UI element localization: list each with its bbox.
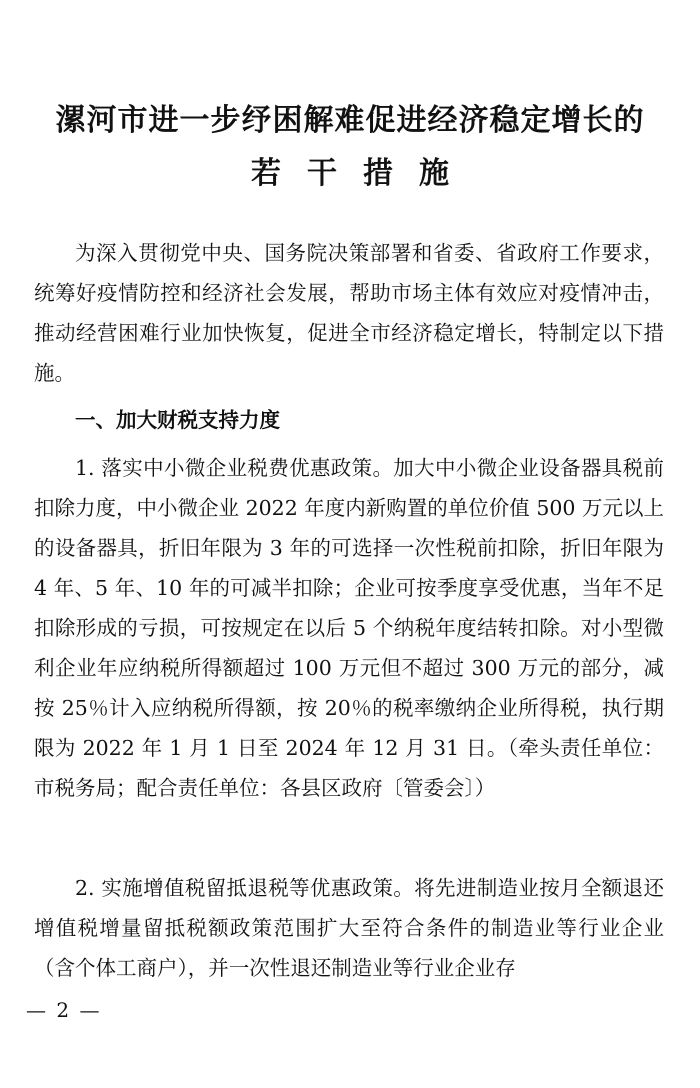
item-2-paragraph: 2. 实施增值税留抵退税等优惠政策。将先进制造业按月全额退还增值税增量留抵税额政策范围扩大至符合条件的制造业等行业企业（含个体工商户），并一次性退还制造业等行业企业存 [34,876,664,980]
item-1-paragraph: 1. 落实中小微企业税费优惠政策。加大中小微企业设备器具税前扣除力度，中小微企业 2022 年度内新购置的单位价值 500 万元以上的设备器具，折旧年限为 3 年的可选择一次性税前扣除，折旧年限为 4 年、5 年、10 年的可减半扣除；企业可按季度享受优惠，当年不足扣除形成的亏损，可按规定在以后 5 个纳税年度结转扣除。对小型微利企业年应纳税所得额超过 100 万元但不超过 300 万元的部分，减按 25％计入应纳税所得额，按 20％的税率缴纳企业所得税，执行期限为 2022 年 1 月 1 日至 2024 年 12 月 31 日。（牵头责任单位：市税务局；配合责任单位：各县区政府〔管委会〕） [34,456,664,800]
intro-paragraph: 为深入贯彻党中央、国务院决策部署和省委、省政府工作要求，统筹好疫情防控和经济社会发展，帮助市场主体有效应对疫情冲击，推动经营困难行业加快恢复，促进全市经济稳定增长，特制定以下措施。 [34,241,664,385]
document-title-line2: 若干措施 [251,156,475,191]
document-title-line1: 漯河市进一步纾困解难促进经济稳定增长的 [55,103,645,138]
page-number: — 2 — [26,998,102,1022]
section-heading-1: 一、加大财税支持力度 [75,408,280,432]
